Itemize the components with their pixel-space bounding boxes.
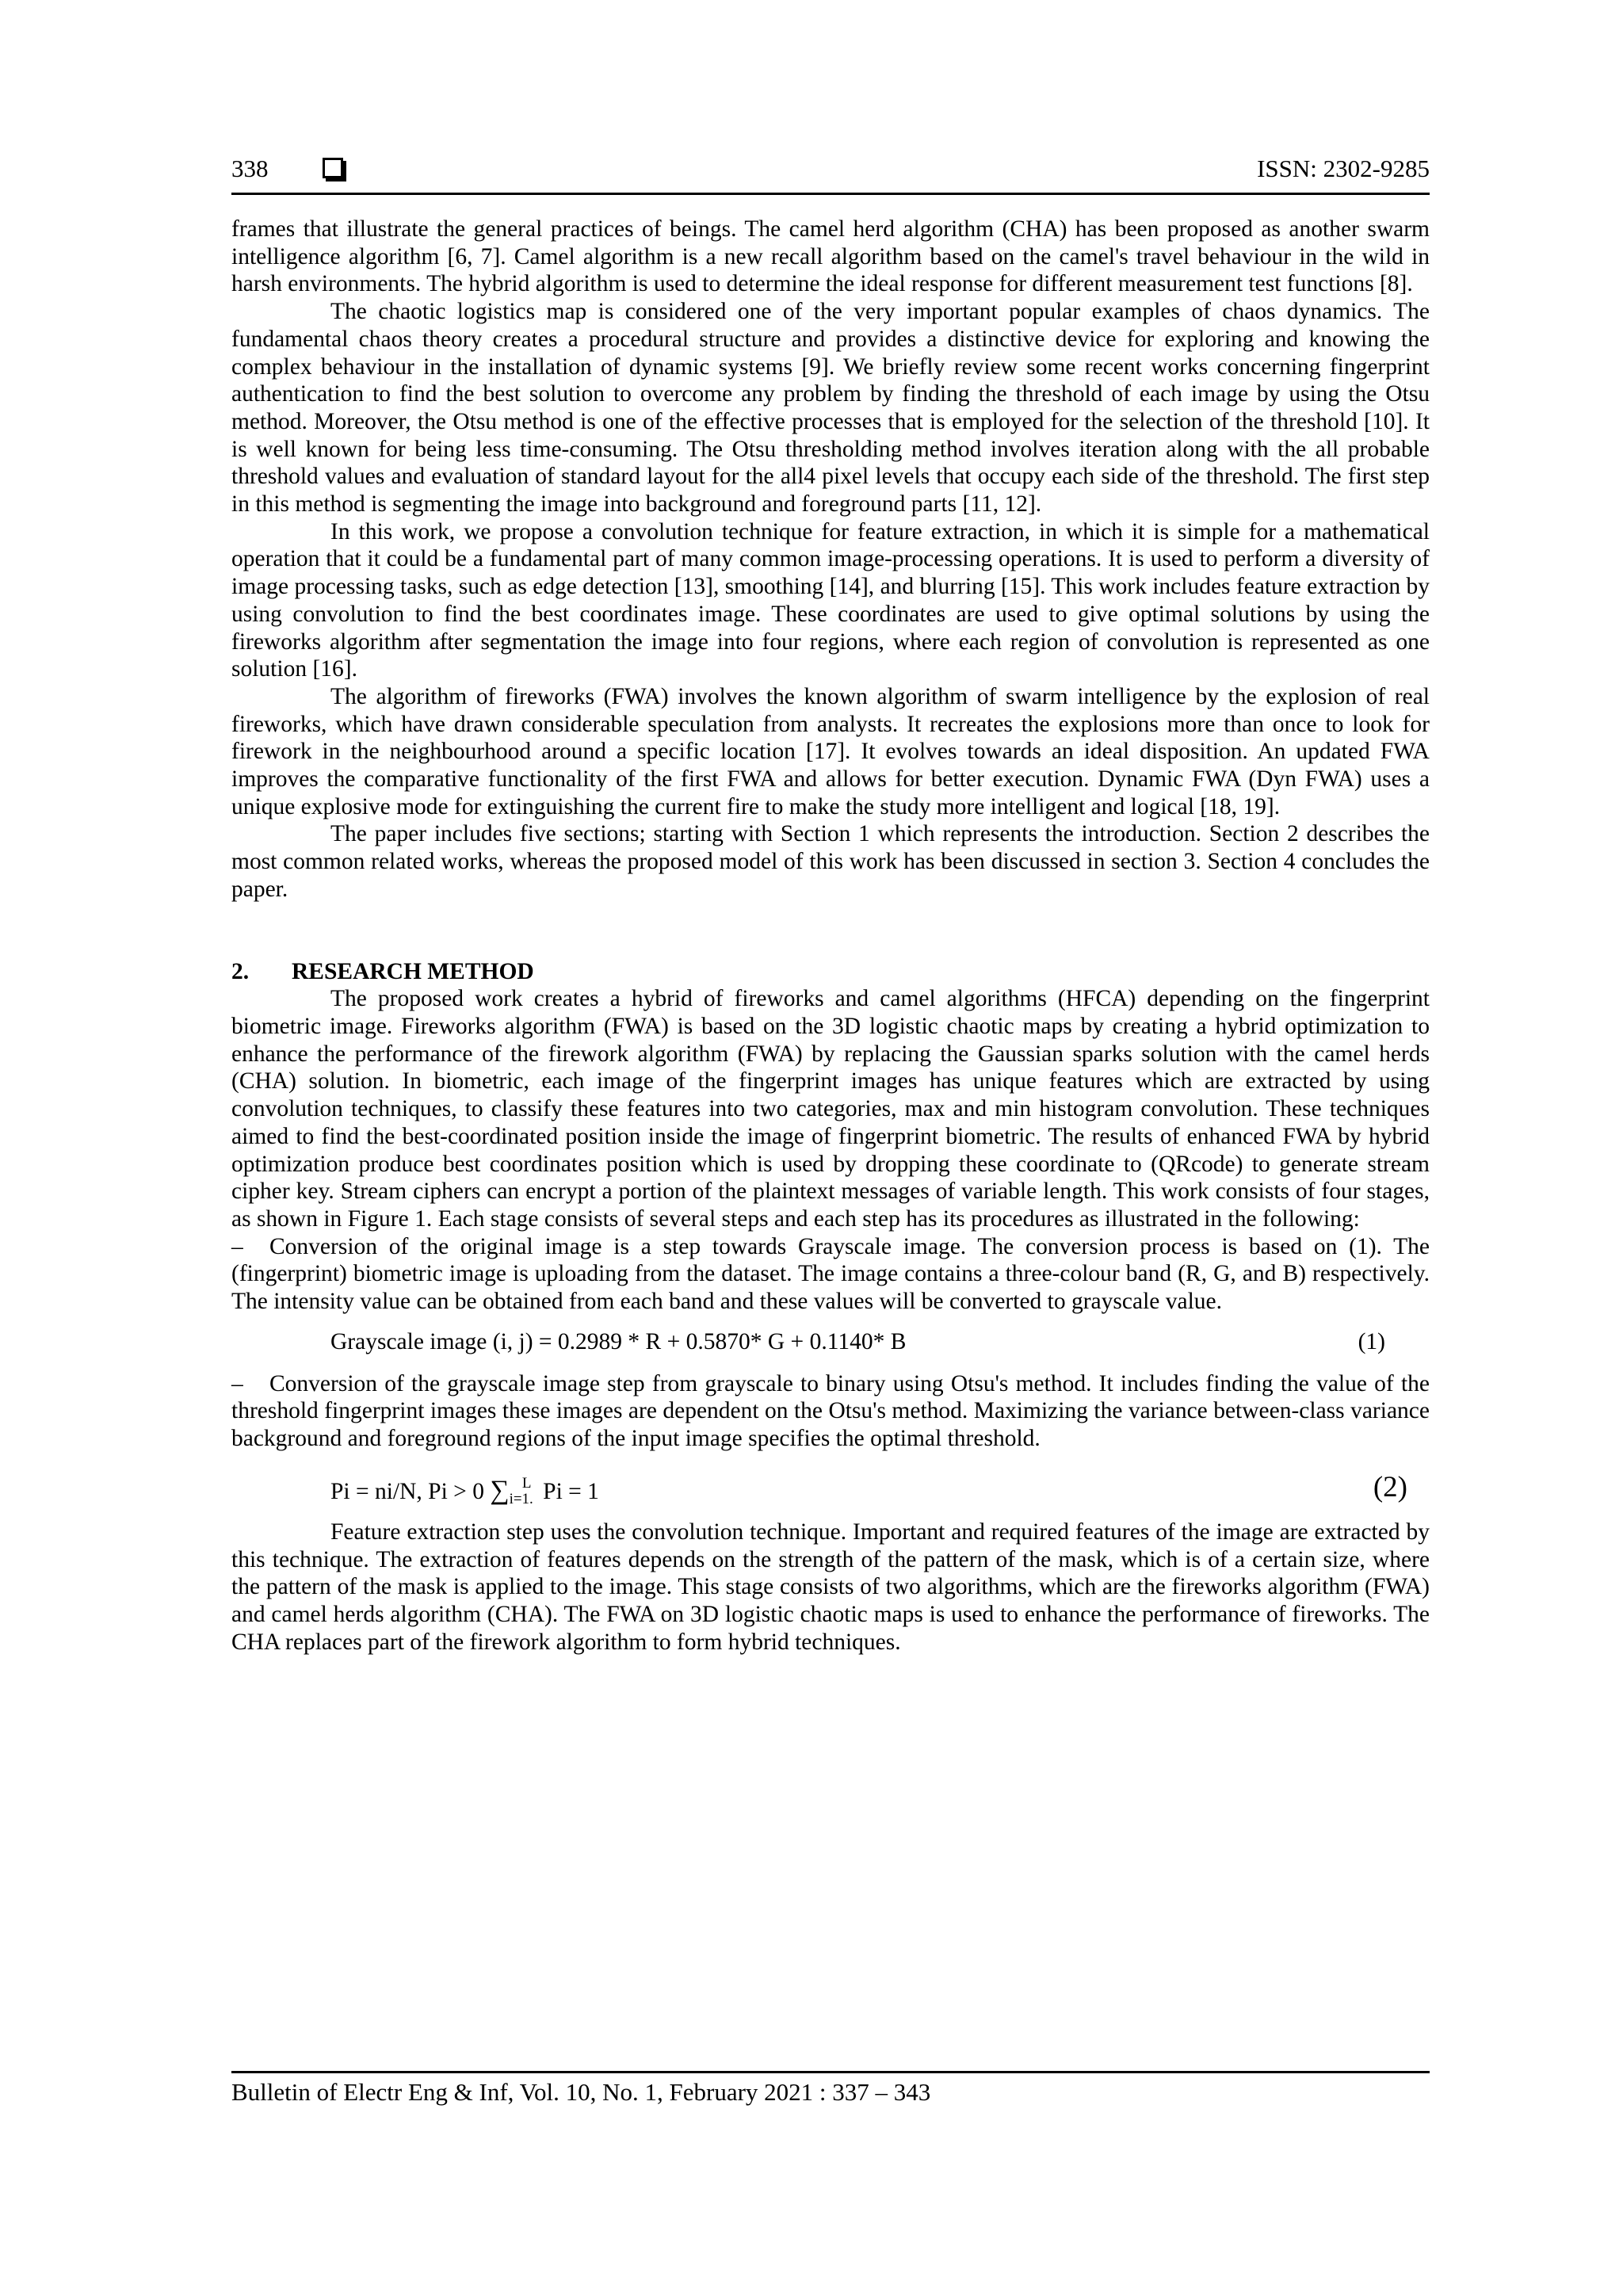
page: [231, 0, 1430, 2296]
list-item-1: [231, 1233, 1430, 1316]
page-number: 338: [231, 155, 269, 182]
intro-paragraph-2: The chaotic logistics map is considered one of the very important popular examples of chaos dynamics. The fundamental chaos theory creates a procedural structure and provides a distinctive device for exploring and knowing the complex behaviour in the installation of dynamic systems [9]. We briefly review some recent works concerning fingerprint authentication to find the best solution to overcome any problem by finding the threshold of each image by using the Otsu method. Moreover, the Otsu method is one of the effective processes that is employed for the selection of the threshold [10]. It is well known for being less time-consuming. The Otsu thresholding method involves iteration along with the all probable threshold values and evaluation of standard layout for the all4 pixel levels that occupy each side of the threshold. The first step in this method is segmenting the image into background and foreground parts [11, 12].: [231, 299, 1430, 518]
section-title: RESEARCH METHOD: [292, 958, 534, 984]
intro-paragraph-1: frames that illustrate the general practices of beings. The camel herd algorithm (CHA) has been proposed as another swarm intelligence algorithm [6, 7]. Camel algorithm is a new recall algorithm based on the camel's travel behaviour in the wild in harsh environments. The hybrid algorithm is used to determine the ideal response for different measurement test functions [8].: [231, 216, 1430, 297]
eq2-subscript: i=1.: [509, 1490, 533, 1507]
method-paragraph-1: The proposed work creates a hybrid of fireworks and camel algorithms (HFCA) depending on the fingerprint biometric image. Fireworks algorithm (FWA) is based on the 3D logistic chaotic maps by creating a hybrid optimization to enhance the performance of the firework algorithm (FWA) by replacing the Gaussian sparks solution with the camel herds (CHA) solution. In biometric, each image of the fingerprint images has unique features which are extracted by using convolution techniques, to classify these features into two categories, max and min histogram convolution. These techniques aimed to find the best-coordinated position inside the image of fingerprint biometric. The results of enhanced FWA by hybrid optimization produce best coordinates position which is used by dropping these coordinate to (QRcode) to generate stream cipher key. Stream ciphers can encrypt a portion of the plaintext messages of variable length. This work consists of four stages, as shown in Figure 1. Each stage consists of several steps and each step has its procedures as illustrated in the following:: [231, 986, 1430, 1232]
intro-paragraph-3: In this work, we propose a convolution technique for feature extraction, in which it is simple for a mathematical operation that it could be a fundamental part of many common image-processing operations. It is used to perform a diversity of image processing tasks, such as edge detection [13], smoothing [14], and blurring [15]. This work includes feature extraction by using convolution to find the best coordinates image. These coordinates are used to give optimal solutions by using the fireworks algorithm after segmentation the image into four regions, where each region of convolution is represented as one solution [16].: [231, 518, 1430, 682]
summation-symbol: ∑: [490, 1475, 510, 1505]
eq2-greater-than: >: [453, 1478, 467, 1504]
equation-2-number: (2): [1373, 1470, 1407, 1503]
eq2-left: Pi = ni/N, Pi: [330, 1478, 448, 1504]
checkbox-square-icon: [323, 158, 343, 178]
method-paragraph-2: Feature extraction step uses the convolution technique. Important and required features of the image are extracted by this technique. The extraction of features depends on the strength of the pattern of the mask, which is of a certain size, where the pattern of the mask is applied to the image. This stage consists of two algorithms, which are the fireworks algorithm (FWA) and camel herds algorithm (CHA). The FWA on 3D logistic chaotic maps is used to enhance the performance of fireworks. The CHA replaces part of the firework algorithm to form hybrid techniques.: [231, 1519, 1430, 1655]
running-header: [231, 155, 1430, 189]
bullet-dash: –: [231, 1233, 243, 1259]
intro-paragraph-5: The paper includes five sections; starting with Section 1 which represents the introduction. Section 2 describes the most common related works, whereas the proposed model of this work has been discussed in section 3. Section 4 concludes the paper.: [231, 821, 1430, 902]
bullet-dash: –: [231, 1370, 243, 1396]
list-item-text: Conversion of the original image is a step towards Grayscale image. The conversion process is based on (1). The (fingerprint) biometric image is uploading from the dataset. The image contains a three-colour band (R, G, and B) respectively. The intensity value can be obtained from each band and these values will be converted to grayscale value.: [231, 1233, 1430, 1315]
header-rule: [231, 193, 1430, 195]
equation-2: [231, 1453, 1430, 1519]
running-footer: Bulletin of Electr Eng & Inf, Vol. 10, No. 1, February 2021 : 337 – 343: [231, 2078, 931, 2106]
equation-1-expression: Grayscale image (i, j) = 0.2989 * R + 0.5870* G + 0.1140* B: [330, 1328, 907, 1354]
eq2-right: Pi = 1: [543, 1478, 599, 1504]
eq2-zero: 0: [472, 1478, 484, 1504]
section-heading: [231, 958, 1430, 986]
intro-paragraph-4: The algorithm of fireworks (FWA) involves the known algorithm of swarm intelligence by the explosion of real fireworks, which have drawn considerable speculation from analysts. It recreates the explosions more than once to look for firework in the neighbourhood around a specific location [17]. It evolves towards an ideal disposition. An updated FWA improves the comparative functionality of the first FWA and allows for better execution. Dynamic FWA (Dyn FWA) uses a unique explosive mode for extinguishing the current fire to make the study more intelligent and logical [18, 19].: [231, 683, 1430, 819]
eq2-superscript: L: [521, 1474, 532, 1492]
list-item-text: Conversion of the grayscale image step from grayscale to binary using Otsu's method. It includes finding the value of the threshold fingerprint images these images are dependent on the Otsu's method. Maximizing the variance between-class variance background and foreground regions of the input image specifies the optimal threshold.: [231, 1370, 1430, 1452]
equation-2-expression: [330, 1475, 599, 1508]
body-text: [231, 216, 1430, 1656]
list-item-2: [231, 1370, 1430, 1453]
equation-1: [231, 1316, 1430, 1370]
issn: ISSN: 2302-9285: [1257, 155, 1430, 182]
section-number: 2.: [231, 958, 250, 984]
equation-1-number: (1): [1358, 1328, 1385, 1354]
footer-rule: [231, 2071, 1430, 2073]
